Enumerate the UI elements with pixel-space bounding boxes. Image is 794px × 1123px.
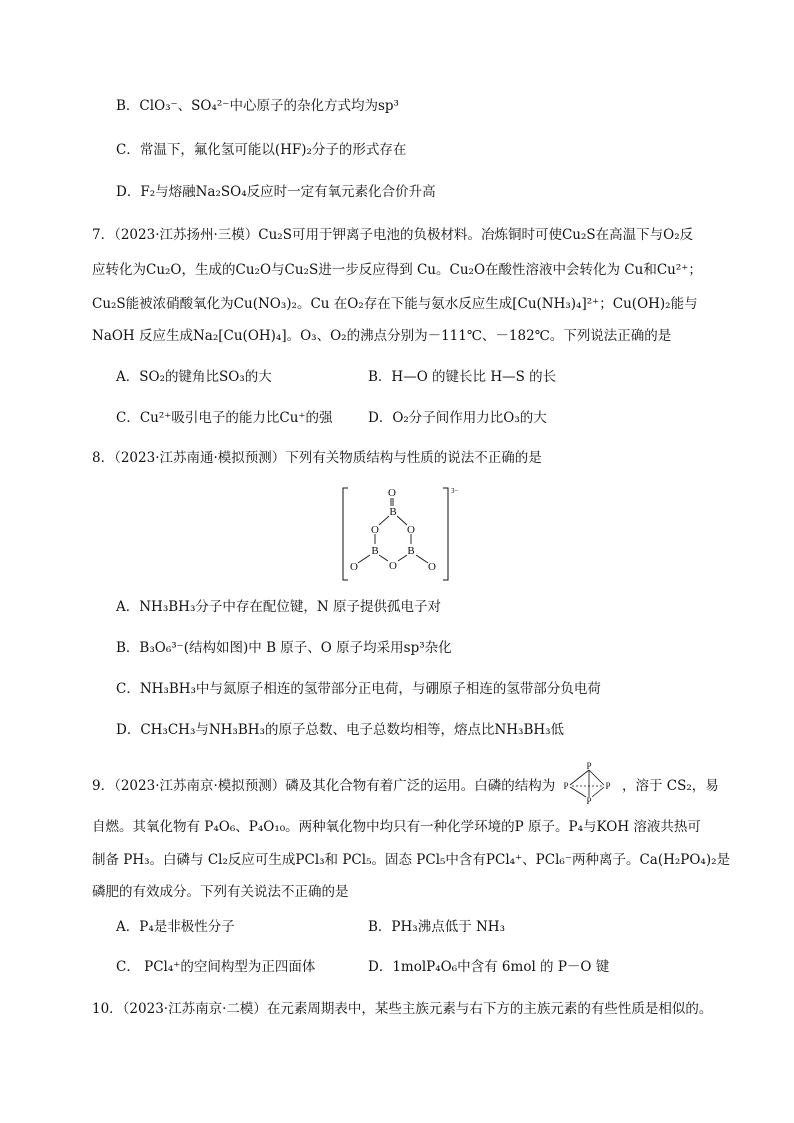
q9-option-d: D．1molP₄O₆中含有 6mol 的 P－O 键: [368, 959, 610, 975]
q7-option-b: B．H—O 的键长比 H—S 的长: [368, 369, 557, 385]
q7-option-a: A．SO₂的键角比SO₃的大: [116, 369, 272, 385]
q8-stem: 8．（2023·江苏南通·模拟预测）下列有关物质结构与性质的说法不正确的是: [92, 450, 542, 466]
q9-option-b: B．PH₃沸点低于 NH₃: [368, 919, 505, 935]
white-phosphorus-structure: [560, 761, 620, 805]
q6-option-d: D．F₂与熔融Na₂SO₄反应时一定有氧元素化合价升高: [116, 184, 436, 200]
q7-option-c: C．Cu²⁺吸引电子的能力比Cu⁺的强: [116, 410, 333, 426]
q8-option-d: D．CH₃CH₃与NH₃BH₃的原子总数、电子总数均相等，熔点比NH₃BH₃低: [116, 722, 565, 738]
q9-stem-line4: 磷肥的有效成分。下列有关说法不正确的是: [92, 884, 349, 900]
q8-option-b: B．B₃O₆³⁻(结构如图)中 B 原子、O 原子均采用sp³杂化: [116, 640, 452, 656]
q9-option-a: A．P₄是非极性分子: [116, 919, 235, 935]
atom-b-left: B: [371, 545, 379, 557]
p-atom-bottom: P: [586, 796, 592, 805]
q6-option-b: B．ClO₃⁻、SO₄²⁻中心原子的杂化方式均为sp³: [116, 98, 399, 114]
figure-charge: 3−: [451, 487, 459, 495]
atom-o-left: O: [371, 524, 379, 536]
q7-stem-line2: 应转化为Cu₂O，生成的Cu₂O与Cu₂S进一步反应得到 Cu。Cu₂O在酸性溶液中会转化为 Cu和Cu²⁺；: [92, 262, 702, 278]
q10-stem-line1: 10．（2023·江苏南京·二模）在元素周期表中，某些主族元素与右下方的主族元素的有些性质是相似的。: [92, 1001, 713, 1017]
q9-stem-line1a: 9．（2023·江苏南京·模拟预测）磷及其化合物有着广泛的运用。白磷的结构为: [92, 778, 556, 794]
q6-option-c: C．常温下，氟化氢可能以(HF)₂分子的形式存在: [116, 142, 407, 158]
p-atom-right: P: [605, 781, 611, 791]
q7-stem-line4: NaOH 反应生成Na₂[Cu(OH)₄]。O₃、O₂的沸点分别为－111℃、－182℃。下列说法正确的是: [92, 328, 672, 344]
q8-option-a: A．NH₃BH₃分子中存在配位键，N 原子提供孤电子对: [116, 599, 441, 615]
q7-option-d: D．O₂分子间作用力比O₃的大: [368, 410, 547, 426]
atom-b-right: B: [407, 545, 415, 557]
b3o6-structure-figure: [340, 484, 460, 584]
atom-b-top: B: [389, 506, 397, 518]
atom-o-bottom: O: [389, 560, 397, 572]
q7-stem-line3: Cu₂S能被浓硝酸氧化为Cu(NO₃)₂。Cu 在O₂存在下能与氨水反应生成[Cu(NH₃)₄]²⁺；Cu(OH)₂能与: [92, 296, 698, 312]
q8-option-c: C．NH₃BH₃中与氮原子相连的氢带部分正电荷，与硼原子相连的氢带部分负电荷: [116, 681, 601, 697]
q9-stem-line1b: ，溶于 CS₂，易: [622, 778, 719, 794]
q9-option-c: C． PCl₄⁺的空间构型为正四面体: [116, 959, 316, 975]
p-atom-top: P: [586, 761, 592, 771]
q7-stem-line1: 7．（2023·江苏扬州·三模）Cu₂S可用于钾离子电池的负极材料。冶炼铜时可使Cu₂S在高温下与O₂反: [92, 227, 694, 243]
p-atom-left: P: [563, 781, 569, 791]
atom-o-top: O: [388, 487, 396, 499]
atom-o-right: O: [407, 524, 415, 536]
q9-stem-line3: 制备 PH₃。白磷与 Cl₂反应可生成PCl₃和 PCl₅。固态 PCl₅中含有PCl₄⁺、PCl₆⁻两种离子。Ca(H₂PO₄)₂是: [92, 852, 731, 868]
q9-stem-line2: 自燃。其氧化物有 P₄O₆、P₄O₁₀。两种氧化物中均只有一种化学环境的P 原子。P₄与KOH 溶液共热可: [92, 819, 701, 835]
atom-o-bottom-left: O: [350, 561, 358, 573]
atom-o-bottom-right: O: [428, 561, 436, 573]
